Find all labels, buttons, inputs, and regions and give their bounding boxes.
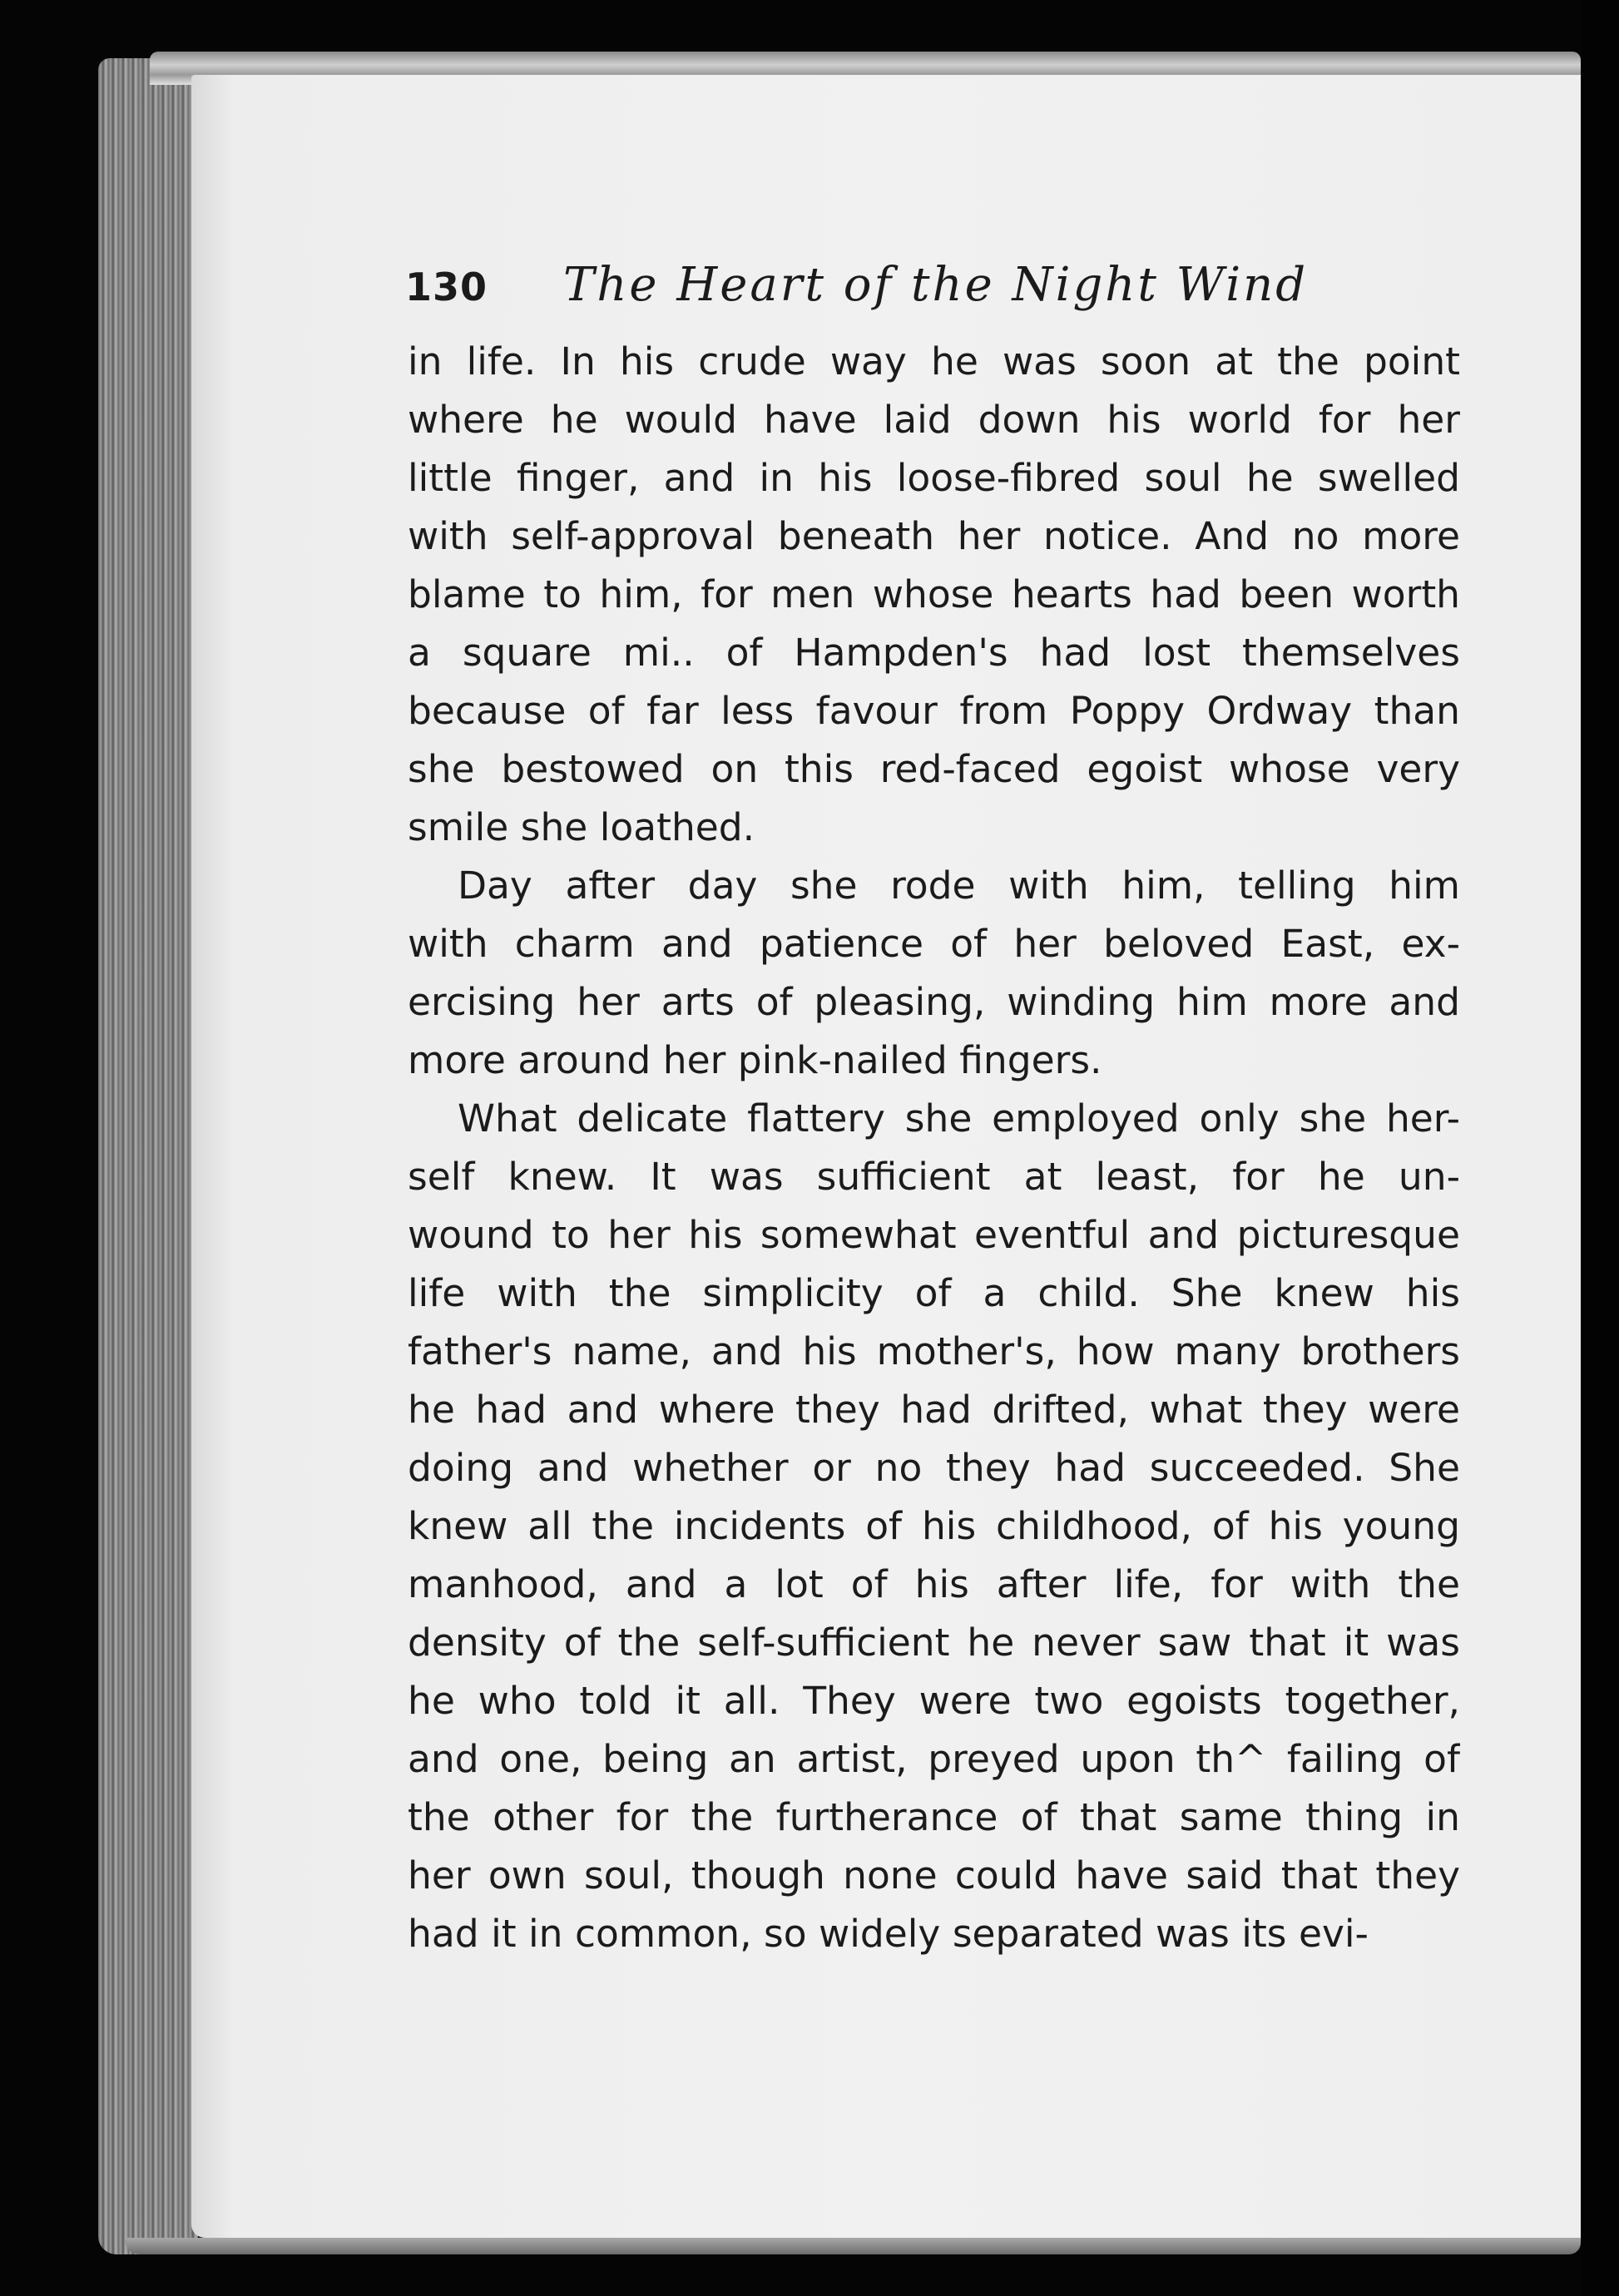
text-line: he who told it all. They were two egoists together,	[408, 1679, 1460, 1723]
text-block	[405, 258, 1460, 1963]
paragraph	[408, 857, 1460, 1090]
text-line: blame to him, for men whose hearts had been worth	[408, 572, 1460, 616]
text-line: where he would have laid down his world for her	[408, 398, 1460, 442]
text-line: in life. In his crude way he was soon at the point	[408, 339, 1460, 383]
text-line: doing and whether or no they had succeeded. She	[408, 1446, 1460, 1490]
text-line: ercising her arts of pleasing, winding him more and	[408, 980, 1460, 1024]
text-line: the other for the furtherance of that same thing in	[408, 1795, 1460, 1839]
text-line: a square mi.. of Hampden's had lost themselves	[408, 631, 1460, 675]
text-line: with charm and patience of her beloved East, ex-	[408, 922, 1460, 966]
text-line: had it in common, so widely separated was its evi-	[408, 1912, 1369, 1956]
text-line: with self-approval beneath her notice. And no more	[408, 514, 1460, 558]
text-line: smile she loathed.	[408, 805, 755, 849]
book-title: The Heart of the Night Wind	[563, 258, 1309, 312]
text-line: little finger, and in his loose-fibred soul he swelled	[408, 456, 1460, 500]
text-line: What delicate flattery she employed only she her-	[458, 1096, 1460, 1141]
text-line: knew all the incidents of his childhood, of his young	[408, 1504, 1460, 1548]
text-line: he had and where they had drifted, what they were	[408, 1388, 1460, 1432]
text-line: self knew. It was sufficient at least, for he un-	[408, 1155, 1460, 1199]
running-head	[405, 258, 1460, 333]
text-line: Day after day she rode with him, telling him	[458, 863, 1460, 908]
text-line: more around her pink-nailed fingers.	[408, 1038, 1102, 1082]
text-line: her own soul, though none could have said that they	[408, 1853, 1460, 1898]
text-line: father's name, and his mother's, how many brothers	[408, 1329, 1460, 1373]
text-line: density of the self-sufficient he never saw that it was	[408, 1621, 1460, 1665]
text-line: because of far less favour from Poppy Ordway than	[408, 689, 1460, 733]
page-edges-bottom	[125, 2238, 1581, 2254]
text-line: wound to her his somewhat eventful and picturesque	[408, 1213, 1460, 1257]
page-edges-left	[98, 58, 198, 2254]
page-number: 130	[405, 265, 488, 309]
scan-border-right	[1581, 0, 1619, 2296]
body-text	[408, 333, 1460, 1963]
paragraph	[408, 1090, 1460, 1963]
paragraph	[408, 333, 1460, 857]
text-line: life with the simplicity of a child. She knew his	[408, 1271, 1460, 1315]
text-line: she bestowed on this red-faced egoist whose very	[408, 747, 1460, 791]
text-line: manhood, and a lot of his after life, for with the	[408, 1562, 1460, 1606]
text-line: and one, being an artist, preyed upon th^ failing of	[408, 1737, 1460, 1781]
